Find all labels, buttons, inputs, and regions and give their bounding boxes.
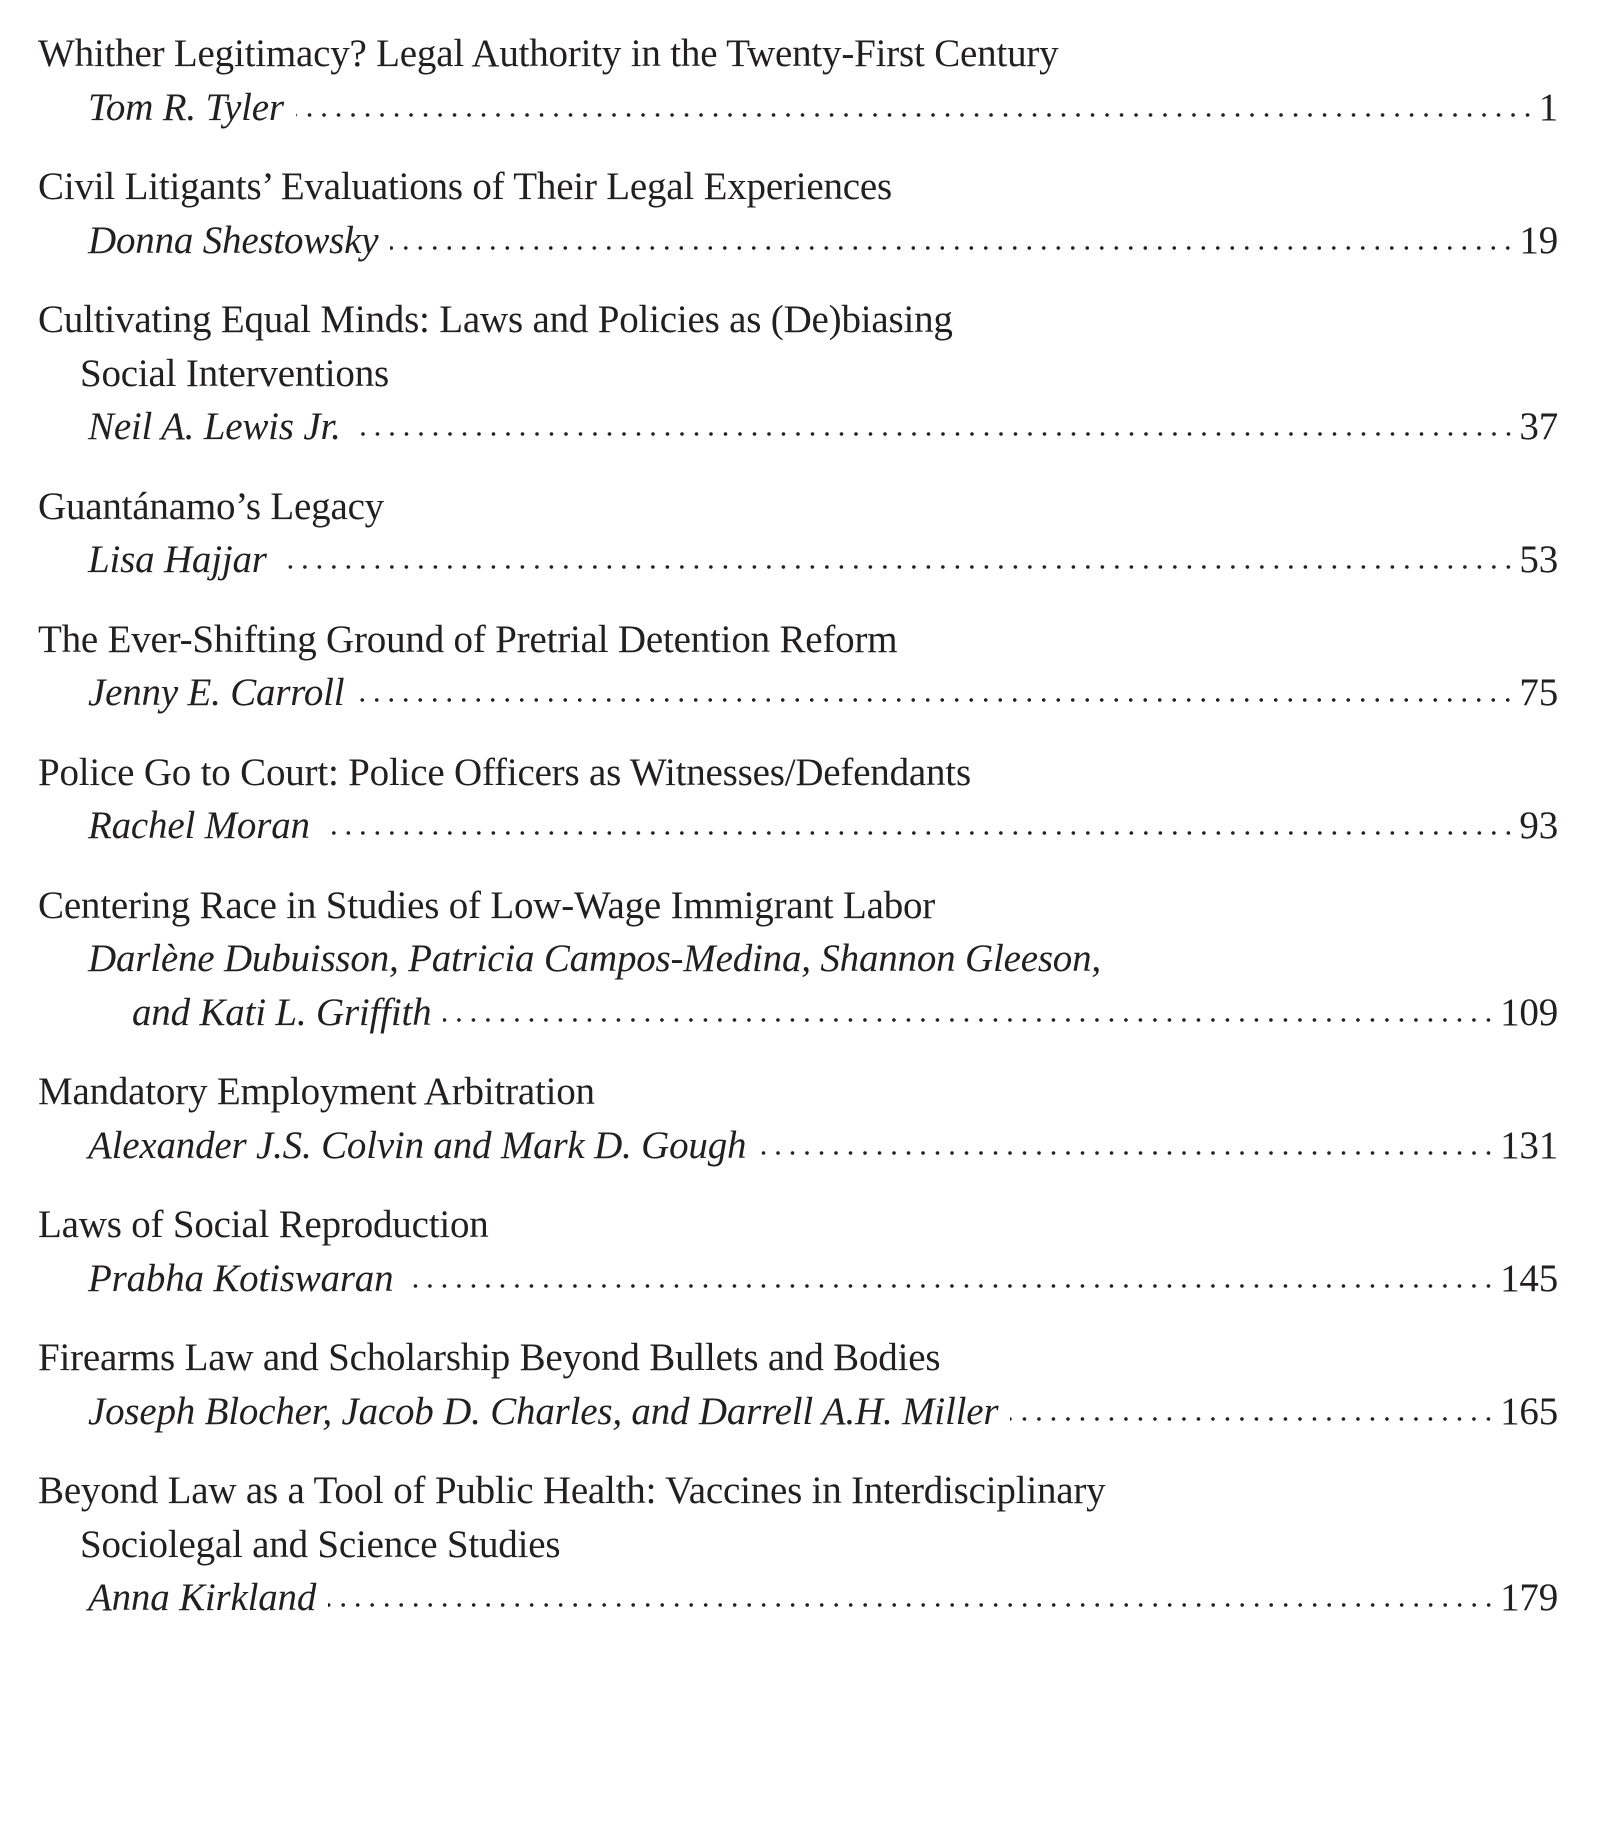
dot-leader	[998, 1414, 1500, 1468]
toc-entry-author-text: and Kati L. Griffith	[132, 990, 432, 1034]
toc-entry-title-text: Police Go to Court: Police Officers as Witnesses/Defendants	[38, 750, 971, 794]
dot-leader	[310, 828, 1520, 882]
toc-entry-author-text: Darlène Dubuisson, Patricia Campos-Medina, Shannon Gleeson,	[88, 937, 1101, 980]
toc-entry-title-text: Civil Litigants’ Evaluations of Their Legal Experiences	[38, 165, 892, 208]
toc-entry-author	[38, 666, 1558, 720]
toc-entry-author	[38, 986, 1558, 1040]
toc-entry-title-text: Beyond Law as a Tool of Public Health: Vaccines in Interdisciplinary	[38, 1469, 1106, 1512]
dot-leader	[344, 695, 1519, 749]
toc-entry-author	[38, 400, 1558, 454]
toc-entry[interactable]	[38, 613, 1558, 720]
toc-entry-title[interactable]	[38, 480, 1558, 534]
toc-entry-author-text: Jenny E. Carroll	[88, 671, 345, 714]
toc-entry-author	[38, 799, 1558, 853]
toc-entry[interactable]	[38, 1464, 1558, 1625]
toc-entry-author	[38, 214, 1558, 268]
toc-entry-title-text: Firearms Law and Scholarship Beyond Bullets and Bodies	[38, 1336, 941, 1379]
page-number[interactable]: 109	[1500, 990, 1558, 1034]
toc-entry-title[interactable]	[38, 1518, 1558, 1572]
dot-leader-dots	[405, 1281, 1496, 1291]
table-of-contents	[38, 27, 1558, 1651]
toc-entry-title[interactable]	[38, 746, 1558, 800]
page-number[interactable]: 1	[1538, 85, 1558, 129]
toc-entry-title[interactable]	[38, 1065, 1558, 1119]
toc-entry-author-text: Prabha Kotiswaran	[88, 1256, 394, 1300]
toc-entry-author	[38, 1571, 1558, 1625]
toc-entry-author-text: Joseph Blocher, Jacob D. Charles, and Darrell A.H. Miller	[88, 1389, 999, 1433]
toc-entry[interactable]	[38, 160, 1558, 267]
toc-entry[interactable]	[38, 879, 1558, 1040]
toc-entry-title-text: Social Interventions	[80, 351, 390, 395]
toc-entry-title-text: Centering Race in Studies of Low-Wage Immigrant Labor	[38, 883, 936, 927]
toc-entry-title[interactable]	[38, 347, 1558, 401]
toc-entry[interactable]	[38, 1065, 1558, 1172]
toc-entry-author-text: Alexander J.S. Colvin and Mark D. Gough	[88, 1123, 747, 1167]
toc-entry-title-text: Laws of Social Reproduction	[38, 1203, 489, 1246]
page-number[interactable]: 19	[1519, 218, 1558, 262]
toc-entry[interactable]	[38, 480, 1558, 587]
dot-leader-dots	[279, 562, 1516, 572]
dot-leader-dots	[758, 1148, 1496, 1158]
page-number[interactable]: 53	[1519, 538, 1558, 581]
page-number[interactable]: 93	[1519, 804, 1558, 847]
toc-entry-title[interactable]	[38, 27, 1558, 81]
toc-entry[interactable]	[38, 27, 1558, 134]
toc-entry-author-text: Rachel Moran	[88, 804, 310, 847]
dot-leader	[284, 110, 1539, 164]
dot-leader-dots	[322, 828, 1516, 838]
dot-leader	[378, 243, 1519, 297]
dot-leader	[431, 1015, 1500, 1069]
toc-entry-title[interactable]	[38, 160, 1558, 214]
toc-entry[interactable]	[38, 746, 1558, 853]
toc-entry-title-text: Cultivating Equal Minds: Laws and Policies as (De)biasing	[38, 298, 953, 341]
dot-leader	[267, 562, 1520, 616]
toc-entry-title-text: Sociolegal and Science Studies	[80, 1522, 561, 1566]
toc-entry-author	[38, 1119, 1558, 1173]
toc-entry-title[interactable]	[38, 613, 1558, 667]
dot-leader-dots	[390, 243, 1515, 253]
dot-leader	[393, 1281, 1500, 1335]
toc-entry-title-text: Guantánamo’s Legacy	[38, 484, 384, 528]
toc-entry-author-text: Anna Kirkland	[88, 1576, 317, 1619]
page-number[interactable]: 37	[1519, 405, 1558, 448]
toc-entry-author	[38, 533, 1558, 587]
toc-entry-author	[38, 932, 1558, 986]
dot-leader-dots	[1010, 1414, 1496, 1424]
toc-entry-title[interactable]	[38, 1198, 1558, 1252]
dot-leader-dots	[328, 1600, 1496, 1610]
dot-leader-dots	[443, 1015, 1496, 1025]
toc-entry-title-text: Whither Legitimacy? Legal Authority in the Twenty-First Century	[38, 32, 1059, 75]
toc-entry-title-text: The Ever-Shifting Ground of Pretrial Detention Reform	[38, 617, 898, 661]
dot-leader-dots	[353, 429, 1516, 439]
toc-entry-title[interactable]	[38, 1331, 1558, 1385]
toc-entry-author-text: Tom R. Tyler	[88, 85, 284, 129]
toc-entry-author-text: Lisa Hajjar	[88, 538, 267, 581]
page-number[interactable]: 165	[1500, 1389, 1558, 1433]
page-number[interactable]: 131	[1500, 1123, 1558, 1167]
toc-entry-author	[38, 1252, 1558, 1306]
toc-entry[interactable]	[38, 1198, 1558, 1305]
toc-entry-author-text: Donna Shestowsky	[88, 218, 379, 262]
toc-entry-author	[38, 1385, 1558, 1439]
page-number[interactable]: 179	[1500, 1576, 1558, 1619]
dot-leader	[316, 1600, 1500, 1654]
toc-entry-author-text: Neil A. Lewis Jr.	[88, 405, 341, 448]
page-number[interactable]: 75	[1519, 671, 1558, 714]
toc-entry-title[interactable]	[38, 1464, 1558, 1518]
toc-entry[interactable]	[38, 293, 1558, 454]
dot-leader	[746, 1148, 1500, 1202]
dot-leader-dots	[356, 695, 1515, 705]
toc-entry-title-text: Mandatory Employment Arbitration	[38, 1070, 595, 1113]
dot-leader-dots	[296, 110, 1535, 120]
toc-entry[interactable]	[38, 1331, 1558, 1438]
toc-entry-title[interactable]	[38, 879, 1558, 933]
page-number[interactable]: 145	[1500, 1256, 1558, 1300]
toc-entry-title[interactable]	[38, 293, 1558, 347]
toc-entry-author	[38, 81, 1558, 135]
dot-leader	[341, 429, 1520, 483]
